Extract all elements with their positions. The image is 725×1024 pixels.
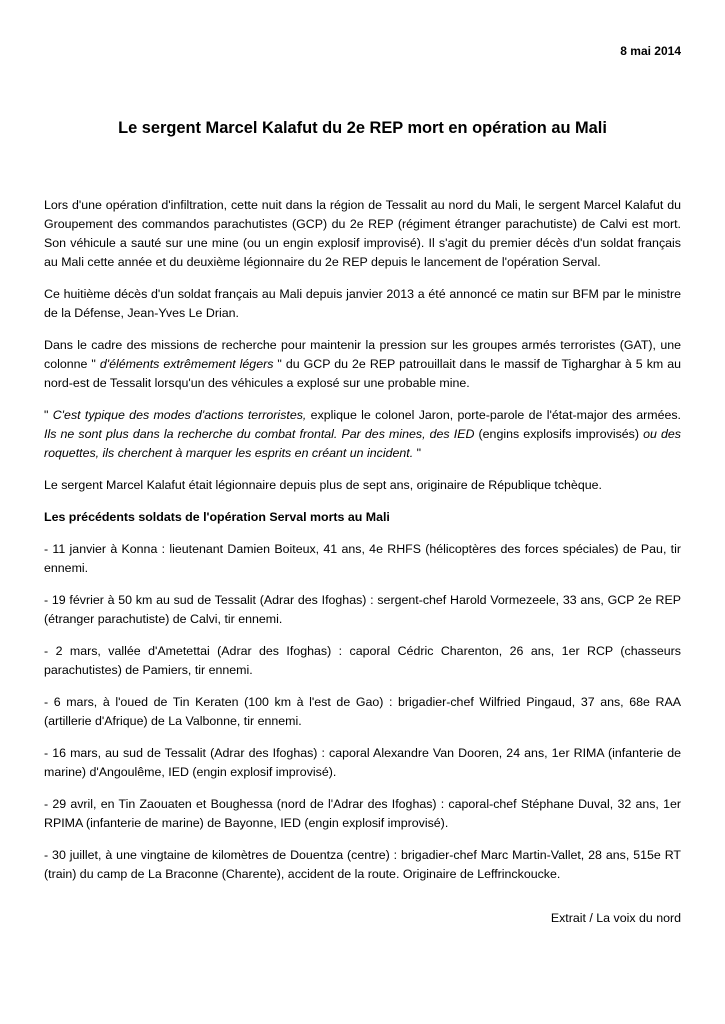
quote-part-1: C'est typique des modes d'actions terroristes,: [52, 408, 307, 422]
quote-gloss: (engins explosifs improvisés): [474, 427, 644, 441]
paragraph-patrol-text-c: " du GCP du 2e REP patrouillait dans le massif de Tigharghar à 5 km au nord-est de Tessalit lorsqu'un des véhicules a explosé sur une probable mine.: [44, 357, 682, 390]
paragraph-announcement: Ce huitième décès d'un soldat français au Mali depuis janvier 2013 a été annoncé ce matin sur BFM par le ministre de la Défense, Jean-Yves Le Drian.: [44, 287, 681, 320]
article-body: [44, 196, 681, 897]
paragraph-patrol-text-a: Dans le cadre des missions de recherche pour maintenir la pression sur les groupes armés terroristes (GAT), une colonne ": [44, 338, 681, 371]
list-item: - 29 avril, en Tin Zaouaten et Boughessa (nord de l'Adrar des Ifoghas) : caporal-chef Stéphane Duval, 32 ans, 1er RPIMA (infanterie de marine) de Bayonne, IED (engin explosif improvisé).: [44, 797, 681, 830]
list-heading: Les précédents soldats de l'opération Serval morts au Mali: [44, 510, 390, 524]
quote-attribution: explique le colonel Jaron, porte-parole de l'état-major des armées.: [306, 408, 682, 422]
paragraph-patrol: [44, 336, 681, 393]
quote-close: ": [413, 446, 422, 460]
list-item: - 2 mars, vallée d'Ametettai (Adrar des Ifoghas) : caporal Cédric Charenton, 26 ans, 1er RCP (chasseurs parachutistes) de Pamiers, tir ennemi.: [44, 644, 681, 677]
paragraph-quote: [44, 406, 681, 463]
document-date: 8 mai 2014: [620, 44, 681, 58]
list-item: - 6 mars, à l'oued de Tin Keraten (100 km à l'est de Gao) : brigadier-chef Wilfried Pingaud, 37 ans, 68e RAA (artillerie d'Afrique) de La Valbonne, tir ennemi.: [44, 695, 681, 728]
source-credit: Extrait / La voix du nord: [550, 911, 681, 925]
list-item: - 19 février à 50 km au sud de Tessalit (Adrar des Ifoghas) : sergent-chef Harold Vormezeele, 33 ans, GCP 2e REP (étranger parachutiste) de Calvi, tir ennemi.: [44, 593, 681, 626]
quote-open: ": [44, 408, 53, 422]
quote-part-3: ou des roquettes, ils cherchent à marquer les esprits en créant un incident.: [44, 427, 681, 460]
paragraph-patrol-quote: d'éléments extrêmement légers: [99, 357, 274, 371]
list-item: - 30 juillet, à une vingtaine de kilomètres de Douentza (centre) : brigadier-chef Marc Martin-Vallet, 28 ans, 515e RT (train) du camp de La Braconne (Charente), accident de la route. Originaire de Leffrinckoucke.: [44, 848, 681, 881]
paragraph-biography: Le sergent Marcel Kalafut était légionnaire depuis plus de sept ans, originaire de République tchèque.: [44, 478, 602, 492]
quote-part-2: Ils ne sont plus dans la recherche du combat frontal. Par des mines, des IED: [44, 427, 475, 441]
list-item: - 11 janvier à Konna : lieutenant Damien Boiteux, 41 ans, 4e RHFS (hélicoptères des forces spéciales) de Pau, tir ennemi.: [44, 542, 681, 575]
list-item: - 16 mars, au sud de Tessalit (Adrar des Ifoghas) : caporal Alexandre Van Dooren, 24 ans, 1er RIMA (infanterie de marine) d'Angoulême, IED (engin explosif improvisé).: [44, 746, 681, 779]
paragraph-intro: Lors d'une opération d'infiltration, cette nuit dans la région de Tessalit au nord du Mali, le sergent Marcel Kalafut du Groupement des commandos parachutistes (GCP) du 2e REP (régiment étranger parachutiste) de Calvi est mort. Son véhicule a sauté sur une mine (ou un engin explosif improvisé). Il s'agit du premier décès d'un soldat français au Mali cette année et du deuxième légionnaire du 2e REP depuis le lancement de l'opération Serval.: [44, 198, 681, 269]
article-title: Le sergent Marcel Kalafut du 2e REP mort en opération au Mali: [118, 119, 607, 137]
